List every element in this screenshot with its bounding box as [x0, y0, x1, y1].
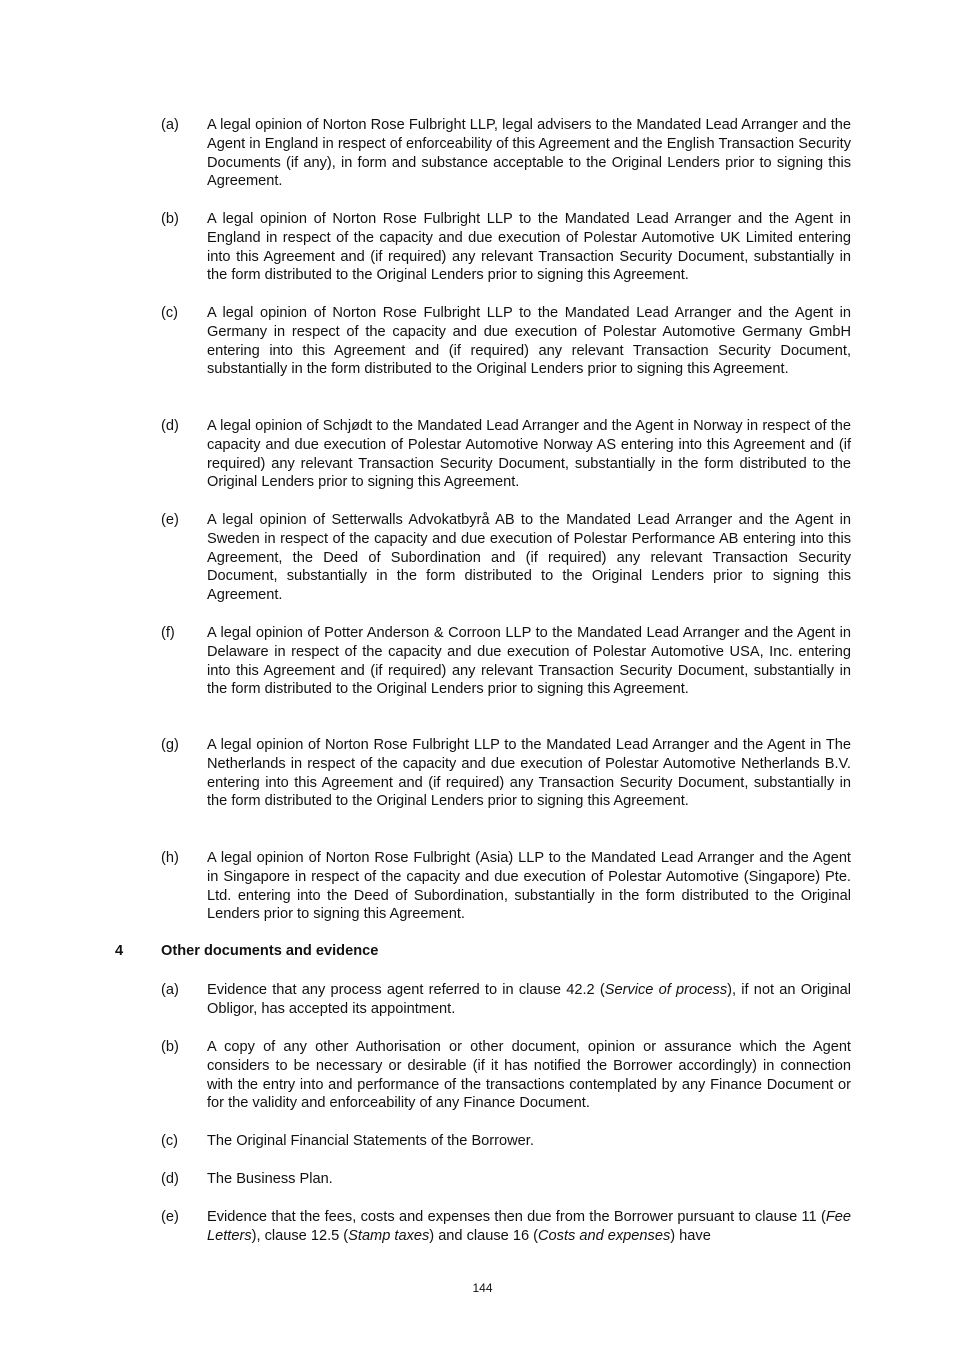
item-label: (f): [161, 625, 175, 641]
item-text: The Original Financial Statements of the Borrower.: [207, 1133, 534, 1149]
item-text: A legal opinion of Potter Anderson & Corroon LLP to the Mandated Lead Arranger and the Agent in Delaware in respect of the capacity and due execution of Polestar Automotive USA, Inc. entering into this Agreement and (if required) any relevant Transaction Security Document, substantially in the form distributed to the Original Lenders prior to signing this Agreement.: [207, 625, 851, 698]
item-text: The Business Plan.: [207, 1171, 333, 1187]
item-text: [207, 981, 851, 1019]
item-label: (h): [161, 850, 179, 866]
item-text: A legal opinion of Norton Rose Fulbright (Asia) LLP to the Mandated Lead Arranger and the Agent in Singapore in respect of the capacity and due execution of Polestar Automotive (Singapore) Pte. Ltd. entering into the Deed of Subordination, substantially in the form distributed to the Original Lenders prior to signing this Agreement.: [207, 850, 851, 923]
item-text: A legal opinion of Schjødt to the Mandated Lead Arranger and the Agent in Norway in respect of the capacity and due execution of Polestar Automotive Norway AS entering into this Agreement and (if required) any relevant Transaction Security Document, substantially in the form distributed to the Original Lenders prior to signing this Agreement.: [207, 418, 851, 491]
item-label: (b): [161, 211, 179, 227]
italic-clause-title: Fee Letters: [207, 1209, 851, 1244]
item-label: (d): [161, 1171, 179, 1187]
item-label: (e): [161, 512, 179, 528]
item-label: (g): [161, 737, 179, 753]
item-text: A legal opinion of Norton Rose Fulbright LLP to the Mandated Lead Arranger and the Agent in England in respect of the capacity and due execution of Polestar Automotive UK Limited entering into this Agreement and (if required) any relevant Transaction Security Document, substantially in the form distributed to the Original Lenders prior to signing this Agreement.: [207, 211, 851, 284]
italic-clause-title: Service of process: [604, 982, 728, 998]
section-number: 4: [115, 943, 124, 959]
item-text: A legal opinion of Norton Rose Fulbright LLP to the Mandated Lead Arranger and the Agent in Germany in respect of the capacity and due execution of Polestar Automotive Germany GmbH entering into this Agreement and (if required) any relevant Transaction Security Document, substantially in the form distributed to the Original Lenders prior to signing this Agreement.: [207, 305, 851, 378]
text-run: ), clause 12.5 (: [251, 1227, 349, 1244]
page-number: 144: [472, 1281, 493, 1295]
item-label: (d): [161, 418, 179, 434]
italic-clause-title: Stamp taxes: [348, 1227, 430, 1244]
text-run: ) have: [670, 1227, 711, 1244]
text-run: ), if not an Original Obligor, has accepted its appointment.: [207, 982, 851, 1017]
item-text: [207, 1208, 851, 1246]
item-label: (b): [161, 1039, 179, 1055]
italic-clause-title: Costs and expenses: [538, 1227, 671, 1244]
text-run: Evidence that any process agent referred to in clause 42.2 (: [207, 982, 605, 998]
text-run: ) and clause 16 (: [429, 1227, 538, 1244]
item-text: A legal opinion of Norton Rose Fulbright LLP to the Mandated Lead Arranger and the Agent in The Netherlands in respect of the capacity and due execution of Polestar Automotive Netherlands B.V. entering into this Agreement and (if required) any Transaction Security Document, substantially in the form distributed to the Original Lenders prior to signing this Agreement.: [207, 737, 851, 810]
item-text: A copy of any other Authorisation or other document, opinion or assurance which the Agent considers to be necessary or desirable (if it has notified the Borrower accordingly) in connection with the entry into and performance of the transactions contemplated by any Finance Document or for the validity and enforceability of any Finance Document.: [207, 1039, 851, 1112]
text-run: Evidence that the fees, costs and expenses then due from the Borrower pursuant to clause 11 (: [207, 1209, 826, 1225]
section-title: Other documents and evidence: [161, 943, 379, 959]
item-label: (a): [161, 982, 179, 998]
item-text: A legal opinion of Norton Rose Fulbright LLP, legal advisers to the Mandated Lead Arranger and the Agent in England in respect of enforceability of this Agreement and the English Transaction Security Documents (if any), in form and substance acceptable to the Original Lenders prior to signing this Agreement.: [207, 117, 851, 190]
item-text: A legal opinion of Setterwalls Advokatbyrå AB to the Mandated Lead Arranger and the Agent in Sweden in respect of the capacity and due execution of Polestar Performance AB entering into this Agreement, the Deed of Subordination and (if required) any relevant Transaction Security Document, substantially in the form distributed to the Original Lenders prior to signing this Agreement.: [207, 512, 851, 603]
item-label: (a): [161, 117, 179, 133]
item-label: (c): [161, 305, 179, 321]
item-label: (e): [161, 1209, 179, 1225]
item-label: (c): [161, 1133, 179, 1149]
